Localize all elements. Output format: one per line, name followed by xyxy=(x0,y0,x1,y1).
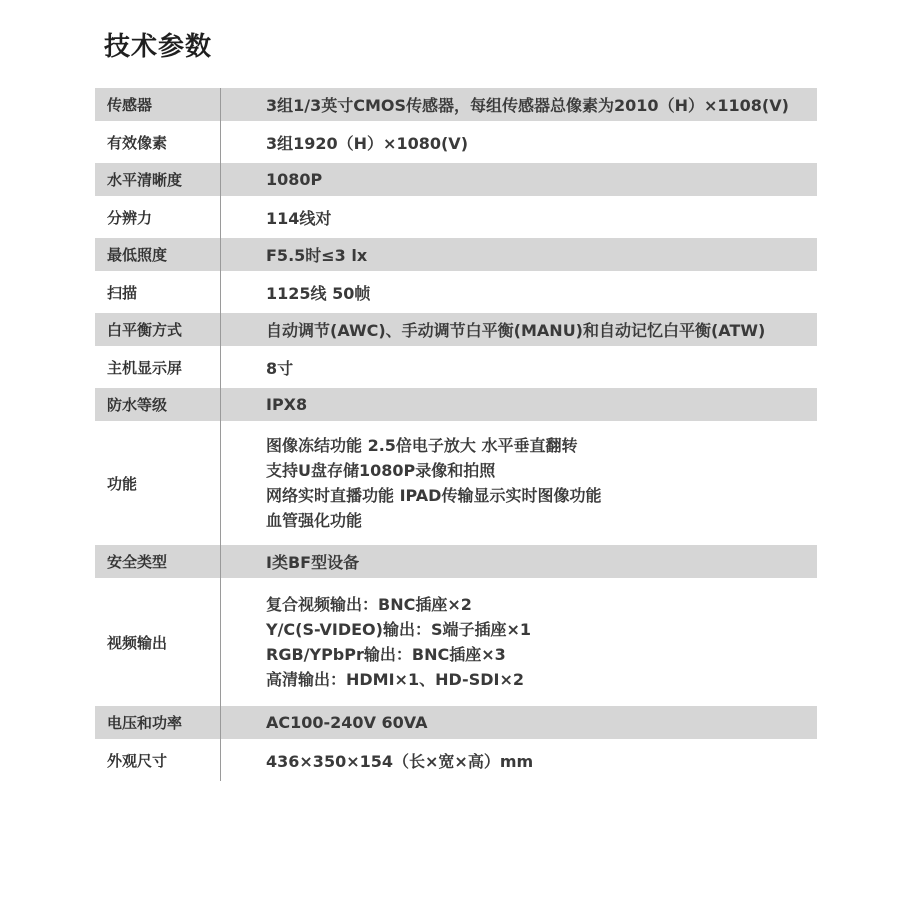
spec-label: 防水等级 xyxy=(107,396,168,414)
spec-value: F5.5时≤3 lx xyxy=(266,246,368,265)
spec-label: 水平清晰度 xyxy=(107,171,183,189)
table-row-horizontal-resolution xyxy=(95,163,817,196)
spec-label: 白平衡方式 xyxy=(107,321,183,339)
spec-value-line: 网络实时直播功能 IPAD传输显示实时图像功能 xyxy=(266,486,602,505)
table-row-min-illumination xyxy=(95,238,817,271)
table-row-video-output xyxy=(95,578,817,706)
spec-label: 主机显示屏 xyxy=(107,358,183,377)
page-title: 技术参数 xyxy=(104,32,213,62)
table-row-main-display xyxy=(95,346,817,388)
spec-value-line: 高清输出：HDMI×1、HD-SDI×2 xyxy=(266,670,524,689)
spec-label: 分辨力 xyxy=(107,208,153,227)
spec-value: IPX8 xyxy=(266,395,308,414)
spec-value-multiline xyxy=(220,433,817,533)
column-divider xyxy=(220,545,221,578)
spec-value-multiline xyxy=(220,592,817,692)
spec-value: 自动调节(AWC)、手动调节白平衡(MANU)和自动记忆白平衡(ATW) xyxy=(266,321,766,340)
column-divider xyxy=(220,271,221,313)
spec-table xyxy=(95,88,817,781)
column-divider xyxy=(220,121,221,163)
spec-value-line: 图像冻结功能 2.5倍电子放大 水平垂直翻转 xyxy=(266,436,578,455)
column-divider xyxy=(220,578,221,706)
spec-label: 电压和功率 xyxy=(107,714,183,732)
spec-label: 传感器 xyxy=(107,96,153,114)
table-row-sensor xyxy=(95,88,817,121)
column-divider xyxy=(220,196,221,238)
spec-value-line: 复合视频输出：BNC插座×2 xyxy=(266,595,472,614)
spec-label: 最低照度 xyxy=(107,246,168,264)
table-row-safety-type xyxy=(95,545,817,578)
column-divider xyxy=(220,163,221,196)
column-divider xyxy=(220,238,221,271)
column-divider xyxy=(220,739,221,781)
table-row-resolving-power xyxy=(95,196,817,238)
spec-value: 1080P xyxy=(266,170,323,189)
spec-label: 有效像素 xyxy=(107,133,168,152)
table-row-functions xyxy=(95,421,817,545)
table-row-scanning xyxy=(95,271,817,313)
column-divider xyxy=(220,88,221,121)
spec-value-line: 血管强化功能 xyxy=(266,511,363,530)
column-divider xyxy=(220,706,221,739)
column-divider xyxy=(220,313,221,346)
spec-label: 视频输出 xyxy=(107,633,168,652)
column-divider xyxy=(220,346,221,388)
spec-label: 扫描 xyxy=(107,283,138,302)
table-row-voltage-power xyxy=(95,706,817,739)
column-divider xyxy=(220,421,221,545)
table-row-dimensions xyxy=(95,739,817,781)
table-row-white-balance xyxy=(95,313,817,346)
spec-value: I类BF型设备 xyxy=(266,553,360,572)
spec-value: 3组1/3英寸CMOS传感器，每组传感器总像素为2010（H）×1108(V) xyxy=(266,96,789,115)
table-row-effective-pixels xyxy=(95,121,817,163)
spec-value-line: Y/C(S-VIDEO)输出：S端子插座×1 xyxy=(266,620,532,639)
spec-value: 3组1920（H）×1080(V) xyxy=(266,133,469,153)
spec-value: 436×350×154（长×宽×高）mm xyxy=(266,751,534,771)
table-row-waterproof xyxy=(95,388,817,421)
spec-value-line: 支持U盘存储1080P录像和拍照 xyxy=(266,461,496,480)
spec-value: 114线对 xyxy=(266,208,332,228)
spec-label: 安全类型 xyxy=(107,553,168,571)
spec-value: 1125线 50帧 xyxy=(266,283,371,303)
spec-label: 功能 xyxy=(107,474,138,493)
column-divider xyxy=(220,388,221,421)
spec-value: AC100-240V 60VA xyxy=(266,713,428,732)
spec-value: 8寸 xyxy=(266,358,294,378)
spec-label: 外观尺寸 xyxy=(107,751,168,770)
spec-value-line: RGB/YPbPr输出：BNC插座×3 xyxy=(266,645,506,664)
